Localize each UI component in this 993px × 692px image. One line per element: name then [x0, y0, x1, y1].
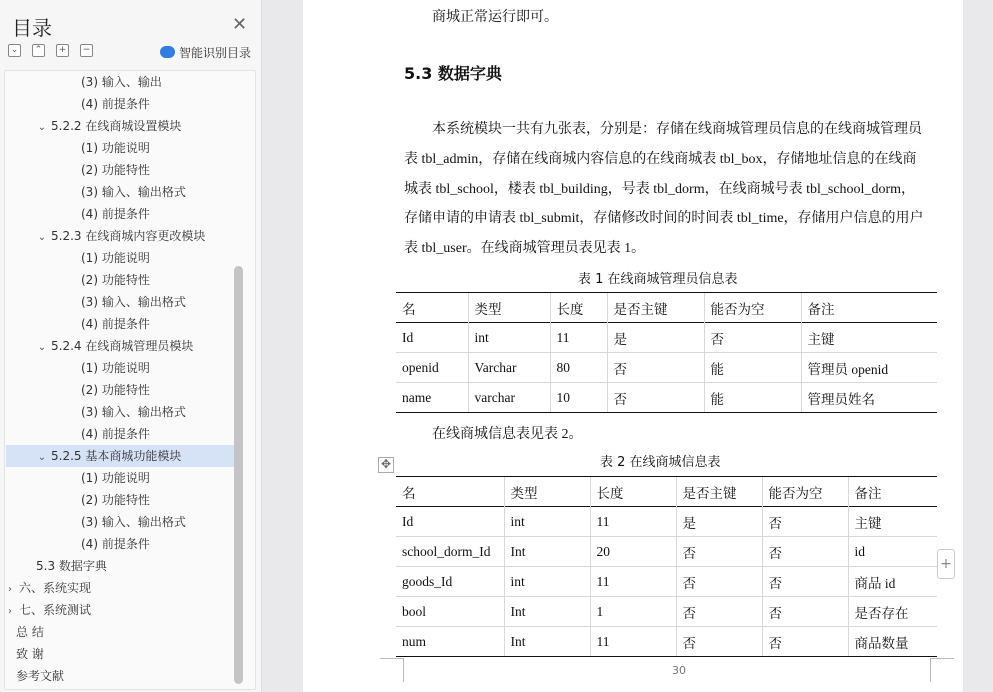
table-cell: 11 [590, 627, 676, 657]
text-line: 商城正常运行即可。 [432, 10, 558, 25]
toc-item-label: (3) 输入、输出格式 [81, 295, 186, 309]
table-cell: 10 [550, 383, 607, 413]
table-cell: 否 [704, 323, 801, 353]
table-cell: Id [396, 323, 468, 353]
toc-item-label: (1) 功能说明 [81, 471, 150, 485]
table-header-cell: 备注 [801, 293, 937, 323]
toc-item-label: 5.2.3 在线商城内容更改模块 [51, 229, 206, 243]
page-number: 30 [672, 664, 686, 677]
table-header-row [396, 293, 937, 323]
table-cell: Id [396, 507, 504, 537]
table-move-icon[interactable]: ✥ [378, 457, 394, 473]
toc-item-label: 七、系统测试 [19, 603, 92, 617]
table-cell: 商品 id [848, 567, 937, 597]
toc-item-label: (2) 功能特性 [81, 383, 150, 397]
toc-item[interactable] [6, 115, 236, 137]
table-row [396, 567, 937, 597]
table-cell: name [396, 383, 468, 413]
table-row [396, 627, 937, 657]
table-row [396, 383, 937, 413]
table-header-cell: 能否为空 [762, 477, 848, 507]
toc-item[interactable] [6, 225, 236, 247]
toc-item-label: 5.2.2 在线商城设置模块 [51, 119, 182, 133]
chevron-down-icon[interactable]: ⌄ [37, 122, 47, 133]
toc-item[interactable] [6, 137, 236, 159]
toc-item[interactable] [6, 555, 236, 577]
table-cell: 能 [704, 353, 801, 383]
table-row [396, 353, 937, 383]
chevron-right-icon[interactable]: › [8, 584, 12, 595]
chevron-right-icon[interactable]: › [8, 606, 12, 617]
toc-item-label: 5.2.5 基本商城功能模块 [51, 449, 182, 463]
table-cell: 1 [590, 597, 676, 627]
table-cell: 否 [762, 597, 848, 627]
table-cell: 否 [676, 627, 762, 657]
table-cell: 否 [676, 567, 762, 597]
table-cell: 主键 [848, 507, 937, 537]
toc-item[interactable] [6, 533, 236, 555]
table-cell: 11 [550, 323, 607, 353]
toc-item[interactable] [6, 599, 236, 621]
toc-item[interactable] [6, 159, 236, 181]
toc-item[interactable] [6, 577, 236, 599]
toc-scrollbar[interactable] [234, 266, 243, 684]
toc-item[interactable] [6, 335, 236, 357]
table-row [396, 537, 937, 567]
toc-item-label: (2) 功能特性 [81, 493, 150, 507]
section-heading: 5.3 数据字典 [404, 64, 502, 83]
table-cell: 否 [762, 627, 848, 657]
toc-item[interactable] [6, 467, 236, 489]
toc-item[interactable] [6, 313, 236, 335]
remove-level-icon[interactable]: − [80, 44, 93, 57]
toc-panel [0, 0, 262, 692]
table-cell: bool [396, 597, 504, 627]
paragraph-line: 表 tbl_admin，存储在线商城内容信息的在线商城表 tbl_box，存储地址信息的在线商 [404, 152, 917, 167]
admin-info-table [396, 292, 937, 413]
table-cell: 是否存在 [848, 597, 937, 627]
toc-item-label: (2) 功能特性 [81, 163, 150, 177]
page-corner-mark [380, 658, 404, 682]
table-cell: 否 [607, 383, 704, 413]
toc-list [4, 70, 256, 690]
table-cell: 能 [704, 383, 801, 413]
toc-item-label: 六、系统实现 [19, 581, 92, 595]
table-header-cell: 类型 [504, 477, 590, 507]
table-cell: 否 [607, 353, 704, 383]
toc-item-label: (3) 输入、输出 [81, 75, 162, 89]
toc-item-label: 5.3 数据字典 [36, 559, 107, 573]
table-header-row [396, 477, 937, 507]
toc-item[interactable] [6, 93, 236, 115]
toc-item[interactable] [6, 269, 236, 291]
table-cell: 商品数量 [848, 627, 937, 657]
toc-item[interactable] [6, 401, 236, 423]
table-cell: 否 [676, 597, 762, 627]
table-cell: int [504, 507, 590, 537]
toc-item[interactable] [6, 423, 236, 445]
toc-item[interactable] [6, 665, 236, 687]
toc-title: 目录 [12, 16, 52, 40]
expand-up-icon[interactable]: ⌃ [32, 44, 45, 57]
table-header-cell: 类型 [468, 293, 550, 323]
chevron-down-icon[interactable]: ⌄ [37, 342, 47, 353]
table-cell: Int [504, 627, 590, 657]
cloud-icon [160, 46, 175, 58]
paragraph-line: 存储申请的申请表 tbl_submit，存储修改时间的时间表 tbl_time，存储用户信息的用户 [404, 211, 924, 226]
collapse-all-icon[interactable]: ⌄ [8, 44, 21, 57]
toc-item-label: 5.2.4 在线商城管理员模块 [51, 339, 194, 353]
toc-item-label: (1) 功能说明 [81, 361, 150, 375]
table-row [396, 597, 937, 627]
text-line: 在线商城信息表见表 2。 [432, 427, 583, 442]
toc-item[interactable] [6, 181, 236, 203]
table-cell: 11 [590, 507, 676, 537]
toc-item-label: (4) 前提条件 [81, 537, 150, 551]
table-cell: int [504, 567, 590, 597]
toc-item-label: (1) 功能说明 [81, 251, 150, 265]
table-cell: int [468, 323, 550, 353]
table-header-cell: 能否为空 [704, 293, 801, 323]
toc-item[interactable] [6, 71, 236, 93]
table-cell: 否 [762, 567, 848, 597]
table-cell: 80 [550, 353, 607, 383]
toc-item[interactable] [6, 511, 236, 533]
toc-item-label: (2) 功能特性 [81, 273, 150, 287]
toc-item-label: 总 结 [16, 625, 44, 639]
toc-item-label: (4) 前提条件 [81, 207, 150, 221]
table-caption: 表 2 在线商城信息表 [600, 455, 721, 470]
toc-item[interactable] [6, 357, 236, 379]
mall-info-table [396, 476, 937, 657]
smart-toc-label: 智能识别目录 [179, 45, 252, 60]
table-cell: 主键 [801, 323, 937, 353]
table-header-cell: 备注 [848, 477, 937, 507]
table-cell: 管理员 openid [801, 353, 937, 383]
toc-item-label: (3) 输入、输出格式 [81, 405, 186, 419]
table-caption: 表 1 在线商城管理员信息表 [578, 272, 738, 287]
toc-item[interactable] [6, 621, 236, 643]
table-cell: 否 [676, 537, 762, 567]
add-column-button[interactable]: + [937, 549, 955, 579]
toc-item[interactable] [6, 379, 236, 401]
table-row [396, 507, 937, 537]
table-cell: goods_Id [396, 567, 504, 597]
toc-item-label: (4) 前提条件 [81, 317, 150, 331]
table-cell: Int [504, 597, 590, 627]
add-level-icon[interactable]: + [56, 44, 69, 57]
table-cell: Int [504, 537, 590, 567]
chevron-down-icon[interactable]: ⌄ [37, 452, 47, 463]
table-cell: 否 [762, 507, 848, 537]
table-cell: 11 [590, 567, 676, 597]
table-cell: openid [396, 353, 468, 383]
table-header-cell: 长度 [590, 477, 676, 507]
table-cell: 是 [607, 323, 704, 353]
toc-item-label: (3) 输入、输出格式 [81, 515, 186, 529]
toc-item-label: (3) 输入、输出格式 [81, 185, 186, 199]
table-cell: varchar [468, 383, 550, 413]
table-cell: Varchar [468, 353, 550, 383]
table-row [396, 323, 937, 353]
toc-item[interactable] [6, 489, 236, 511]
toc-item-label: 致 谢 [16, 647, 44, 661]
table-cell: id [848, 537, 937, 567]
table-cell: 20 [590, 537, 676, 567]
toc-item-label: (1) 功能说明 [81, 141, 150, 155]
table-header-cell: 是否主键 [676, 477, 762, 507]
close-icon[interactable]: ✕ [232, 14, 248, 35]
toc-item-label: (4) 前提条件 [81, 97, 150, 111]
toc-item[interactable] [6, 643, 236, 665]
table-cell: num [396, 627, 504, 657]
table-cell: 否 [762, 537, 848, 567]
chevron-down-icon[interactable]: ⌄ [37, 232, 47, 243]
paragraph-line: 表 tbl_user。在线商城管理员表见表 1。 [404, 241, 646, 256]
table-cell: 是 [676, 507, 762, 537]
smart-toc-button[interactable] [160, 43, 251, 61]
table-header-cell: 是否主键 [607, 293, 704, 323]
paragraph-line: 城表 tbl_school，楼表 tbl_building，号表 tbl_dorm，在线商城号表 tbl_school_dorm， [404, 182, 915, 197]
table-cell: school_dorm_Id [396, 537, 504, 567]
table-header-cell: 长度 [550, 293, 607, 323]
toc-item-label: 参考文献 [16, 669, 65, 683]
toc-item[interactable] [6, 445, 236, 467]
toc-item[interactable] [6, 291, 236, 313]
page-corner-mark [930, 658, 954, 682]
table-header-cell: 名 [396, 293, 468, 323]
toc-item[interactable] [6, 203, 236, 225]
toc-item[interactable] [6, 247, 236, 269]
table-header-cell: 名 [396, 477, 504, 507]
paragraph-line: 本系统模块一共有九张表，分别是：存储在线商城管理员信息的在线商城管理员 [432, 122, 922, 137]
table-cell: 管理员姓名 [801, 383, 937, 413]
toc-item-label: (4) 前提条件 [81, 427, 150, 441]
